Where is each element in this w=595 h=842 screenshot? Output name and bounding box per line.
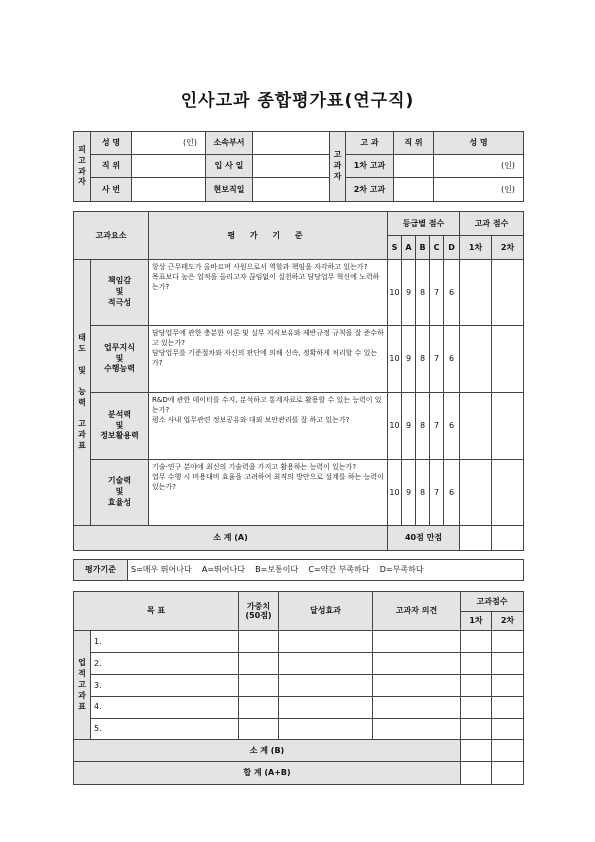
opinion-field[interactable] [373, 718, 461, 740]
effect-field[interactable] [279, 631, 373, 653]
score-cell[interactable]: 6 [444, 260, 460, 326]
position-field[interactable] [132, 155, 206, 178]
total-first-field[interactable] [461, 762, 492, 785]
criteria-1: 항상 근무태도가 올바르며 사원으로서 역할과 책임을 자각하고 있는가? 목표보다 높은 업적을 올리고자 끊임없이 실천하고 담당업무 혁신에 노력하는가? [149, 260, 388, 326]
score-cell[interactable]: 7 [430, 260, 444, 326]
score-cell[interactable]: 8 [416, 393, 430, 460]
ev-header-2: 직 위 [394, 132, 434, 155]
dept-field[interactable] [253, 132, 330, 155]
score-cell[interactable]: 10 [388, 460, 402, 526]
info-table [73, 131, 524, 202]
second-score-field[interactable] [492, 674, 524, 696]
factor-2: 업무지식 및 수행능력 [91, 326, 149, 393]
opinion-field[interactable] [373, 653, 461, 675]
page-title: 인사고과 종합평가표(연구직) [180, 91, 415, 111]
criteria-header: 평 가 기 준 [149, 212, 388, 260]
legend-table [73, 559, 524, 581]
attitude-category: 태 도 및 능 력 고 과 표 [74, 260, 91, 526]
second-score-field[interactable] [492, 631, 524, 653]
effect-header: 달성효과 [279, 592, 373, 631]
score-cell[interactable]: 7 [430, 393, 444, 460]
factor-3: 분석력 및 정보활용력 [91, 393, 149, 460]
opinion-field[interactable] [373, 674, 461, 696]
opinion-header: 고과자 의견 [373, 592, 461, 631]
first-evaluator-label: 1차 고과 [346, 155, 394, 178]
first-score-field[interactable] [460, 460, 492, 526]
score-cell[interactable]: 8 [416, 460, 430, 526]
second-score-field[interactable] [492, 260, 524, 326]
first-score-field[interactable] [461, 718, 492, 740]
current-field[interactable] [253, 178, 330, 202]
opinion-field[interactable] [373, 696, 461, 718]
weight-header: 가중치 (50점) [239, 592, 279, 631]
grade-header: 등급별 점수 [388, 212, 460, 236]
subtotal-b-second-field[interactable] [492, 740, 524, 762]
subtotal-second-field[interactable] [492, 526, 524, 551]
effect-field[interactable] [279, 696, 373, 718]
effect-field[interactable] [279, 653, 373, 675]
goal-round-2: 2차 [492, 611, 524, 631]
name-field[interactable]: (인) [132, 132, 206, 155]
empno-label: 사 번 [91, 178, 132, 202]
goal-item[interactable]: 5. [91, 718, 239, 740]
weight-field[interactable] [239, 674, 279, 696]
effect-field[interactable] [279, 718, 373, 740]
goal-item[interactable]: 4. [91, 696, 239, 718]
goal-item[interactable]: 2. [91, 653, 239, 675]
grade-s: S [388, 236, 402, 260]
score-cell[interactable]: 6 [444, 393, 460, 460]
goal-header: 목 표 [74, 592, 239, 631]
goal-score-header: 고과점수 [461, 592, 524, 612]
current-label: 현보직일 [206, 178, 253, 202]
round-1: 1차 [460, 236, 492, 260]
second-score-field[interactable] [492, 326, 524, 393]
full-score-label: 40점 만점 [388, 526, 460, 551]
subject-label: 피 고 과 자 [74, 132, 91, 202]
criteria-4: 기술·연구 분야에 최신의 기술력을 가지고 활용하는 능력이 있는가? 업무 수행 시 비용대비 효율을 고려하여 최적의 방안으로 설계를 하는 능력이 있는가? [149, 460, 388, 526]
grade-c: C [430, 236, 444, 260]
subtotal-b-label: 소 계 (B) [74, 740, 461, 762]
evaluator-label: 고 과 자 [330, 132, 346, 202]
legend-label: 평가기준 [74, 560, 128, 581]
total-label: 합 계 (A+B) [74, 762, 461, 785]
score-cell[interactable]: 7 [430, 460, 444, 526]
subtotal-a-label: 소 계 (A) [74, 526, 388, 551]
second-evaluator-label: 2차 고과 [346, 178, 394, 202]
grade-d: D [444, 236, 460, 260]
subtotal-b-first-field[interactable] [461, 740, 492, 762]
second-position-field[interactable] [394, 178, 434, 202]
second-score-field[interactable] [492, 393, 524, 460]
empno-field[interactable] [132, 178, 206, 202]
round-2: 2차 [492, 236, 524, 260]
first-score-field[interactable] [460, 260, 492, 326]
performance-category: 업 적 고 과 표 [74, 631, 91, 740]
first-score-field[interactable] [461, 696, 492, 718]
score-cell[interactable]: 9 [402, 326, 416, 393]
goal-item[interactable]: 3. [91, 674, 239, 696]
weight-field[interactable] [239, 696, 279, 718]
second-score-field[interactable] [492, 460, 524, 526]
criteria-3: R&D에 관한 데이터를 수지, 분석하고 통계자료로 활용할 수 있는 능력이 있는가? 평소 사내 업무관련 정보공유와 대외 보안관리를 잘 하고 있는가? [149, 393, 388, 460]
opinion-field[interactable] [373, 631, 461, 653]
goal-item[interactable]: 1. [91, 631, 239, 653]
position-label: 직 위 [91, 155, 132, 178]
weight-field[interactable] [239, 631, 279, 653]
score-cell[interactable]: 7 [430, 326, 444, 393]
second-score-field[interactable] [492, 653, 524, 675]
second-name-field[interactable]: (인) [434, 178, 524, 202]
score-cell[interactable]: 6 [444, 460, 460, 526]
first-score-field[interactable] [461, 653, 492, 675]
first-score-field[interactable] [460, 326, 492, 393]
score-cell[interactable]: 8 [416, 260, 430, 326]
second-score-field[interactable] [492, 696, 524, 718]
ev-header-3: 성 명 [434, 132, 524, 155]
ev-header-1: 고 과 [346, 132, 394, 155]
score-cell[interactable]: 10 [388, 326, 402, 393]
eval-table [73, 211, 524, 551]
second-score-field[interactable] [492, 718, 524, 740]
effect-field[interactable] [279, 674, 373, 696]
criteria-2: 담당업무에 관한 충분한 이론 및 실무 지식보유와 제반규정 규칙을 잘 준수하고 있는가? 담당업무를 기준절차와 자신의 판단에 의해 신속, 정확하게 처리할 수 있는가? [149, 326, 388, 393]
name-label: 성 명 [91, 132, 132, 155]
goals-table [73, 591, 524, 785]
first-name-field[interactable]: (인) [434, 155, 524, 178]
score-cell[interactable]: 9 [402, 460, 416, 526]
first-position-field[interactable] [394, 155, 434, 178]
factor-header: 고과요소 [74, 212, 149, 260]
weight-field[interactable] [239, 718, 279, 740]
first-score-field[interactable] [461, 631, 492, 653]
legend-text: S=매우 뛰어나다 A=뛰어나다 B=보통이다 C=약간 부족하다 D=부족하다 [128, 560, 524, 581]
total-second-field[interactable] [492, 762, 524, 785]
score-cell[interactable]: 10 [388, 393, 402, 460]
score-cell[interactable]: 8 [416, 326, 430, 393]
subtotal-first-field[interactable] [460, 526, 492, 551]
grade-a: A [402, 236, 416, 260]
first-score-field[interactable] [461, 674, 492, 696]
factor-1: 책임감 및 적극성 [91, 260, 149, 326]
goal-round-1: 1차 [461, 611, 492, 631]
hire-label: 입 사 일 [206, 155, 253, 178]
score-cell[interactable]: 9 [402, 393, 416, 460]
dept-label: 소속부서 [206, 132, 253, 155]
score-cell[interactable]: 6 [444, 326, 460, 393]
weight-field[interactable] [239, 653, 279, 675]
score-cell[interactable]: 10 [388, 260, 402, 326]
grade-b: B [416, 236, 430, 260]
score-cell[interactable]: 9 [402, 260, 416, 326]
score-header: 고과 점수 [460, 212, 524, 236]
factor-4: 기술력 및 효율성 [91, 460, 149, 526]
first-score-field[interactable] [460, 393, 492, 460]
hire-field[interactable] [253, 155, 330, 178]
